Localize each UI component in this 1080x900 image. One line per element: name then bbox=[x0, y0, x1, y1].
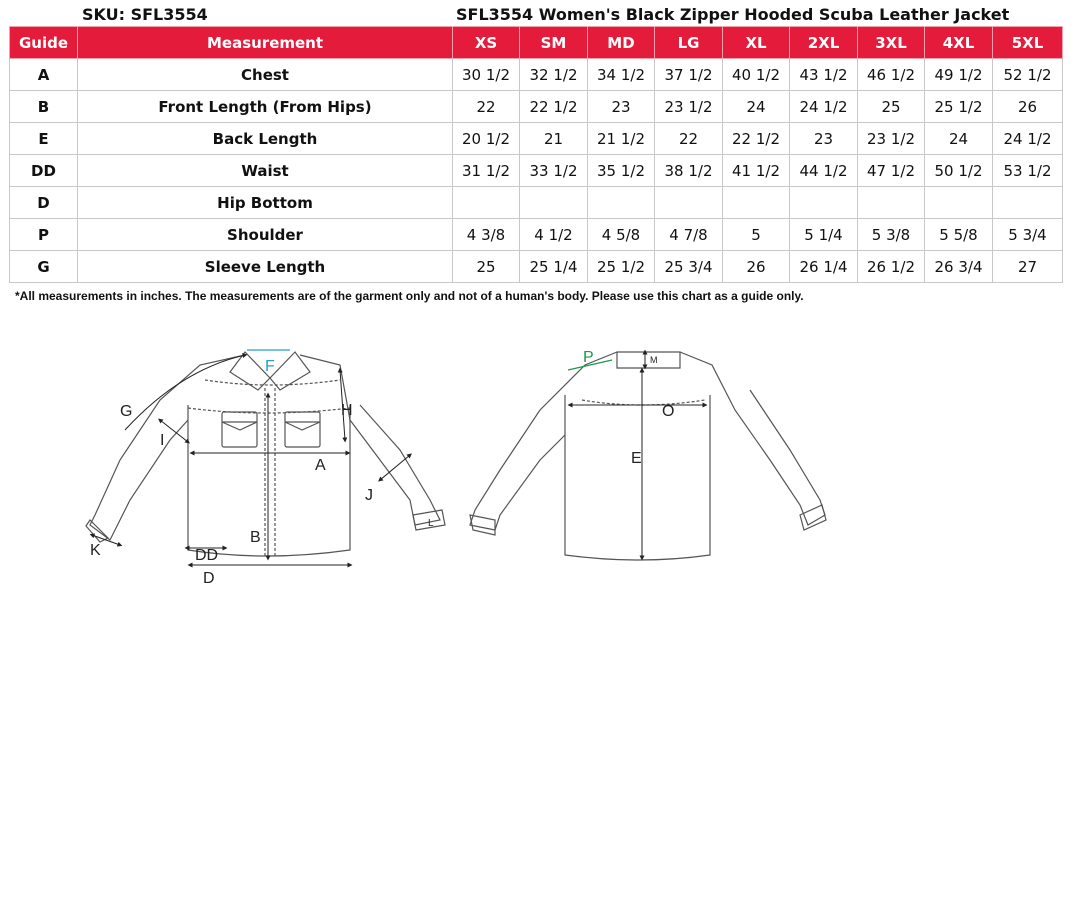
size-value-cell: 21 bbox=[520, 123, 588, 155]
size-value-cell: 26 1/4 bbox=[790, 251, 858, 283]
size-value-cell: 25 1/2 bbox=[588, 251, 655, 283]
size-chart-table bbox=[9, 26, 1063, 283]
size-value-cell bbox=[790, 187, 858, 219]
header-row bbox=[10, 27, 1063, 59]
size-value-cell: 25 1/2 bbox=[925, 91, 993, 123]
size-value-cell: 26 bbox=[993, 91, 1063, 123]
size-value-cell bbox=[453, 187, 520, 219]
size-value-cell: 35 1/2 bbox=[588, 155, 655, 187]
label-m: M bbox=[650, 355, 658, 365]
size-value-cell: 23 1/2 bbox=[655, 91, 723, 123]
label-b: B bbox=[250, 529, 261, 546]
label-f: F bbox=[265, 358, 275, 375]
measurement-cell: Chest bbox=[78, 59, 453, 91]
label-o: O bbox=[662, 403, 675, 420]
table-row bbox=[10, 219, 1063, 251]
column-header-4: MD bbox=[588, 27, 655, 59]
size-value-cell: 4 5/8 bbox=[588, 219, 655, 251]
size-value-cell: 40 1/2 bbox=[723, 59, 790, 91]
size-value-cell: 23 1/2 bbox=[858, 123, 925, 155]
column-header-6: XL bbox=[723, 27, 790, 59]
back-jacket-drawing bbox=[470, 352, 826, 560]
guide-cell: A bbox=[10, 59, 78, 91]
table-row bbox=[10, 123, 1063, 155]
guide-cell: P bbox=[10, 219, 78, 251]
size-value-cell: 33 1/2 bbox=[520, 155, 588, 187]
sku-label: SKU: SFL3554 bbox=[82, 5, 208, 24]
guide-cell: D bbox=[10, 187, 78, 219]
measurement-cell: Shoulder bbox=[78, 219, 453, 251]
label-j: J bbox=[365, 487, 373, 504]
size-value-cell bbox=[520, 187, 588, 219]
measurement-cell: Waist bbox=[78, 155, 453, 187]
size-value-cell bbox=[723, 187, 790, 219]
size-value-cell: 21 1/2 bbox=[588, 123, 655, 155]
size-value-cell: 25 3/4 bbox=[655, 251, 723, 283]
column-header-2: XS bbox=[453, 27, 520, 59]
label-l: L bbox=[428, 518, 434, 529]
table-header bbox=[10, 27, 1063, 59]
page-header bbox=[0, 5, 1080, 25]
guide-cell: DD bbox=[10, 155, 78, 187]
size-value-cell: 23 bbox=[790, 123, 858, 155]
column-header-3: SM bbox=[520, 27, 588, 59]
size-value-cell: 25 bbox=[453, 251, 520, 283]
measurement-cell: Hip Bottom bbox=[78, 187, 453, 219]
size-value-cell: 31 1/2 bbox=[453, 155, 520, 187]
size-value-cell: 22 bbox=[655, 123, 723, 155]
size-value-cell: 38 1/2 bbox=[655, 155, 723, 187]
label-a: A bbox=[315, 457, 326, 474]
size-value-cell: 26 bbox=[723, 251, 790, 283]
label-i: I bbox=[160, 432, 165, 449]
size-value-cell: 53 1/2 bbox=[993, 155, 1063, 187]
label-k: K bbox=[90, 542, 101, 559]
column-header-10: 5XL bbox=[993, 27, 1063, 59]
size-value-cell: 24 1/2 bbox=[790, 91, 858, 123]
size-value-cell bbox=[588, 187, 655, 219]
measurement-note: *All measurements in inches. The measurements are of the garment only and not of a human's body. Please use this chart as a guide only. bbox=[15, 289, 804, 303]
size-value-cell: 22 1/2 bbox=[520, 91, 588, 123]
size-value-cell: 47 1/2 bbox=[858, 155, 925, 187]
table-row bbox=[10, 59, 1063, 91]
label-g: G bbox=[120, 403, 133, 420]
size-value-cell: 32 1/2 bbox=[520, 59, 588, 91]
jacket-diagram bbox=[0, 330, 1080, 610]
size-value-cell: 24 1/2 bbox=[993, 123, 1063, 155]
column-header-9: 4XL bbox=[925, 27, 993, 59]
column-header-0: Guide bbox=[10, 27, 78, 59]
label-e: E bbox=[631, 450, 642, 467]
table-row bbox=[10, 155, 1063, 187]
size-value-cell bbox=[925, 187, 993, 219]
front-jacket-drawing bbox=[86, 352, 445, 558]
size-value-cell: 5 3/8 bbox=[858, 219, 925, 251]
size-value-cell: 24 bbox=[925, 123, 993, 155]
measurement-cell: Back Length bbox=[78, 123, 453, 155]
size-value-cell: 5 3/4 bbox=[993, 219, 1063, 251]
size-value-cell: 23 bbox=[588, 91, 655, 123]
size-value-cell: 24 bbox=[723, 91, 790, 123]
size-value-cell: 52 1/2 bbox=[993, 59, 1063, 91]
size-value-cell bbox=[858, 187, 925, 219]
size-value-cell: 5 1/4 bbox=[790, 219, 858, 251]
size-value-cell: 26 1/2 bbox=[858, 251, 925, 283]
size-value-cell: 37 1/2 bbox=[655, 59, 723, 91]
size-value-cell: 22 bbox=[453, 91, 520, 123]
size-value-cell bbox=[655, 187, 723, 219]
column-header-7: 2XL bbox=[790, 27, 858, 59]
size-value-cell: 4 3/8 bbox=[453, 219, 520, 251]
size-value-cell: 49 1/2 bbox=[925, 59, 993, 91]
size-value-cell: 27 bbox=[993, 251, 1063, 283]
guide-cell: G bbox=[10, 251, 78, 283]
size-value-cell: 30 1/2 bbox=[453, 59, 520, 91]
guide-cell: B bbox=[10, 91, 78, 123]
size-value-cell: 4 1/2 bbox=[520, 219, 588, 251]
size-value-cell: 25 bbox=[858, 91, 925, 123]
size-value-cell bbox=[993, 187, 1063, 219]
size-value-cell: 46 1/2 bbox=[858, 59, 925, 91]
label-d: D bbox=[203, 570, 215, 587]
size-value-cell: 5 bbox=[723, 219, 790, 251]
size-value-cell: 26 3/4 bbox=[925, 251, 993, 283]
table-row bbox=[10, 91, 1063, 123]
table-row bbox=[10, 187, 1063, 219]
label-h: H bbox=[341, 402, 353, 419]
table-body bbox=[10, 59, 1063, 283]
label-dd: DD bbox=[195, 547, 219, 564]
column-header-1: Measurement bbox=[78, 27, 453, 59]
measurement-cell: Front Length (From Hips) bbox=[78, 91, 453, 123]
table-row bbox=[10, 251, 1063, 283]
size-value-cell: 41 1/2 bbox=[723, 155, 790, 187]
column-header-8: 3XL bbox=[858, 27, 925, 59]
size-value-cell: 44 1/2 bbox=[790, 155, 858, 187]
label-p: P bbox=[583, 349, 594, 366]
size-value-cell: 20 1/2 bbox=[453, 123, 520, 155]
product-title: SFL3554 Women's Black Zipper Hooded Scuba Leather Jacket bbox=[456, 5, 1010, 24]
measurement-cell: Sleeve Length bbox=[78, 251, 453, 283]
size-value-cell: 50 1/2 bbox=[925, 155, 993, 187]
size-value-cell: 5 5/8 bbox=[925, 219, 993, 251]
size-value-cell: 34 1/2 bbox=[588, 59, 655, 91]
size-value-cell: 43 1/2 bbox=[790, 59, 858, 91]
size-value-cell: 4 7/8 bbox=[655, 219, 723, 251]
size-value-cell: 25 1/4 bbox=[520, 251, 588, 283]
column-header-5: LG bbox=[655, 27, 723, 59]
size-value-cell: 22 1/2 bbox=[723, 123, 790, 155]
guide-cell: E bbox=[10, 123, 78, 155]
